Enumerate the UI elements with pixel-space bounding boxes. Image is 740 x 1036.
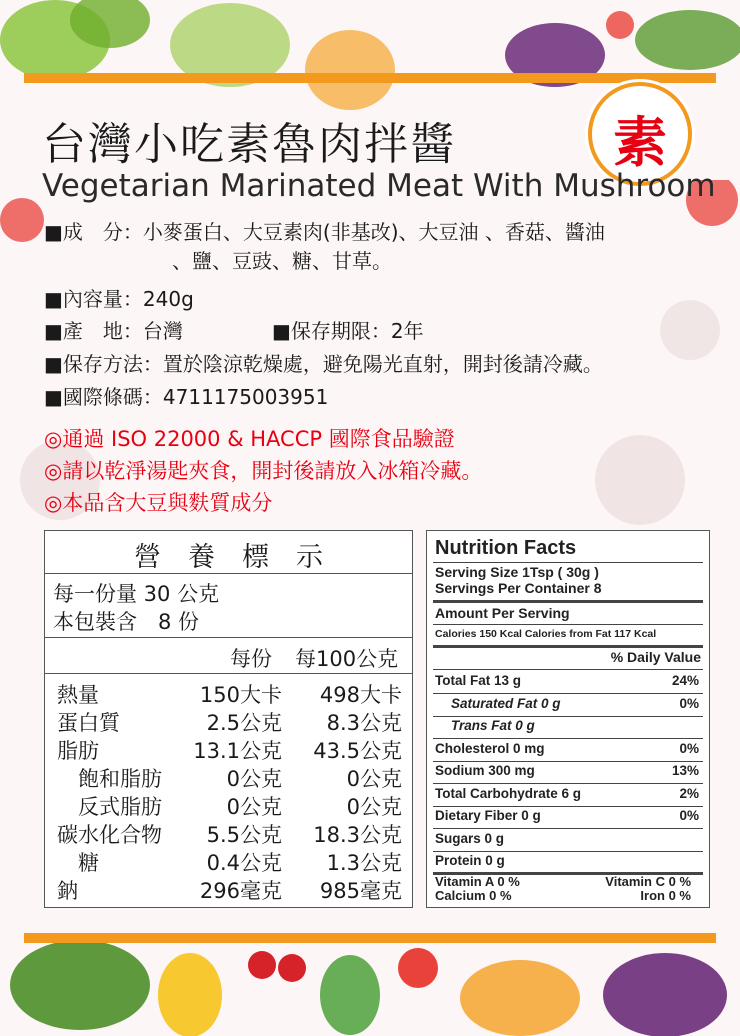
net-volume: ■內容量：240g	[44, 287, 194, 311]
top-orange-bar	[24, 73, 716, 83]
note-allergen: ◎本品含大豆與麩質成分	[44, 491, 273, 515]
nf-serving-size: Serving Size 1Tsp ( 30g )	[435, 564, 599, 580]
nf-amount-per-serving: Amount Per Serving	[435, 605, 570, 621]
zh-nutrient-per-100g: 1.3公克	[326, 851, 402, 875]
zh-serving-size: 每一份量 30 公克	[53, 582, 220, 606]
zh-nutrient-name: 碳水化合物	[57, 823, 162, 847]
product-title-english: Vegetarian Marinated Meat With Mushroom	[42, 168, 716, 204]
zh-nutrient-per-serving: 0公克	[226, 795, 282, 819]
nf-servings-per-container: Servings Per Container 8	[435, 580, 602, 596]
ingredients-line-2: 、鹽、豆豉、糖、甘草。	[172, 249, 392, 273]
nf-nutrient-name: Total Fat 13 g	[435, 673, 522, 688]
nf-nutrient-name: Trans Fat 0 g	[451, 718, 535, 733]
nutrition-table-chinese	[44, 530, 413, 908]
note-certification: ◎通過 ISO 22000 & HACCP 國際食品驗證	[44, 427, 455, 451]
zh-nutrient-per-serving: 13.1公克	[193, 739, 282, 763]
nf-nutrient-daily-value: 2%	[679, 785, 699, 801]
zh-nutrient-name: 飽和脂肪	[57, 767, 162, 791]
zh-nutrient-per-serving: 0公克	[226, 767, 282, 791]
zh-nutrient-per-100g: 498大卡	[319, 683, 402, 707]
ingredients-text: 小麥蛋白、大豆素肉(非基改)、大豆油 、香菇、醬油	[142, 220, 605, 244]
zh-col-per-serving: 每份	[230, 647, 272, 671]
ingredients-line-1	[44, 216, 605, 245]
nf-nutrient-name: Protein 0 g	[435, 853, 505, 868]
origin: ■產 地：台灣	[44, 319, 183, 343]
zh-col-per-100g: 每100公克	[295, 647, 399, 671]
nf-nutrient-name: Cholesterol 0 mg	[435, 740, 545, 756]
shelf-life: ■保存期限：2年	[272, 319, 424, 343]
zh-nutrient-per-100g: 0公克	[346, 795, 402, 819]
zh-nutrient-per-100g: 0公克	[346, 767, 402, 791]
zh-nutrient-per-100g: 43.5公克	[313, 739, 402, 763]
zh-nutrient-name: 反式脂肪	[57, 795, 162, 819]
nf-nutrient-name: Saturated Fat 0 g	[451, 695, 561, 711]
ingredients-label: ■成 分：	[44, 220, 143, 244]
note-usage: ◎請以乾淨湯匙夾食，開封後請放入冰箱冷藏。	[44, 459, 483, 483]
nf-nutrient-name: Total Carbohydrate 6 g	[435, 785, 582, 801]
zh-nutrition-title: 營 養 標 示	[134, 542, 323, 573]
nf-nutrient-daily-value: 13%	[671, 763, 699, 778]
nutrition-facts-english	[426, 530, 710, 908]
nf-nutrient-name: Dietary Fiber 0 g	[435, 808, 541, 823]
zh-nutrient-per-serving: 0.4公克	[206, 851, 282, 875]
nf-calcium: Calcium 0 %	[435, 888, 512, 903]
storage-method: ■保存方法：置於陰涼乾燥處，避免陽光直射，開封後請冷藏。	[44, 352, 603, 376]
zh-nutrient-name: 糖	[57, 851, 99, 875]
zh-nutrient-name: 熱量	[57, 683, 99, 707]
zh-nutrient-per-100g: 18.3公克	[313, 823, 402, 847]
zh-nutrient-name: 脂肪	[57, 739, 99, 763]
zh-nutrient-name: 鈉	[57, 879, 78, 903]
nf-iron: Iron 0 %	[640, 888, 691, 903]
nf-vitamin-c: Vitamin C 0 %	[605, 874, 691, 889]
zh-nutrient-name: 蛋白質	[57, 711, 120, 735]
zh-nutrient-per-100g: 985毫克	[319, 879, 402, 903]
vegetarian-badge-text: 素	[613, 110, 667, 174]
nf-nutrient-daily-value: 0%	[679, 808, 699, 823]
zh-nutrient-per-serving: 5.5公克	[206, 823, 282, 847]
zh-nutrient-per-serving: 2.5公克	[206, 711, 282, 735]
nf-calories: Calories 150 Kcal Calories from Fat 117 Kcal	[435, 628, 657, 640]
barcode-number: ■國際條碼：4711175003951	[44, 385, 329, 409]
bottom-orange-bar	[24, 933, 716, 943]
zh-nutrient-per-100g: 8.3公克	[326, 711, 402, 735]
nf-nutrient-daily-value: 24%	[671, 673, 699, 688]
product-title-chinese: 台灣小吃素魯肉拌醬	[42, 119, 456, 170]
nf-nutrient-name: Sugars 0 g	[435, 830, 505, 846]
nf-nutrient-name: Sodium 300 mg	[435, 763, 535, 778]
nf-vitamin-a: Vitamin A 0 %	[435, 874, 520, 889]
zh-nutrient-per-serving: 150大卡	[199, 683, 282, 707]
nf-nutrient-daily-value: 0%	[679, 695, 699, 711]
nf-daily-value-header: % Daily Value	[610, 649, 701, 665]
nf-nutrient-daily-value: 0%	[679, 740, 699, 756]
nf-title: Nutrition Facts	[435, 537, 577, 559]
zh-nutrient-per-serving: 296毫克	[199, 879, 282, 903]
zh-servings-per-package: 本包裝含 8 份	[53, 610, 200, 634]
